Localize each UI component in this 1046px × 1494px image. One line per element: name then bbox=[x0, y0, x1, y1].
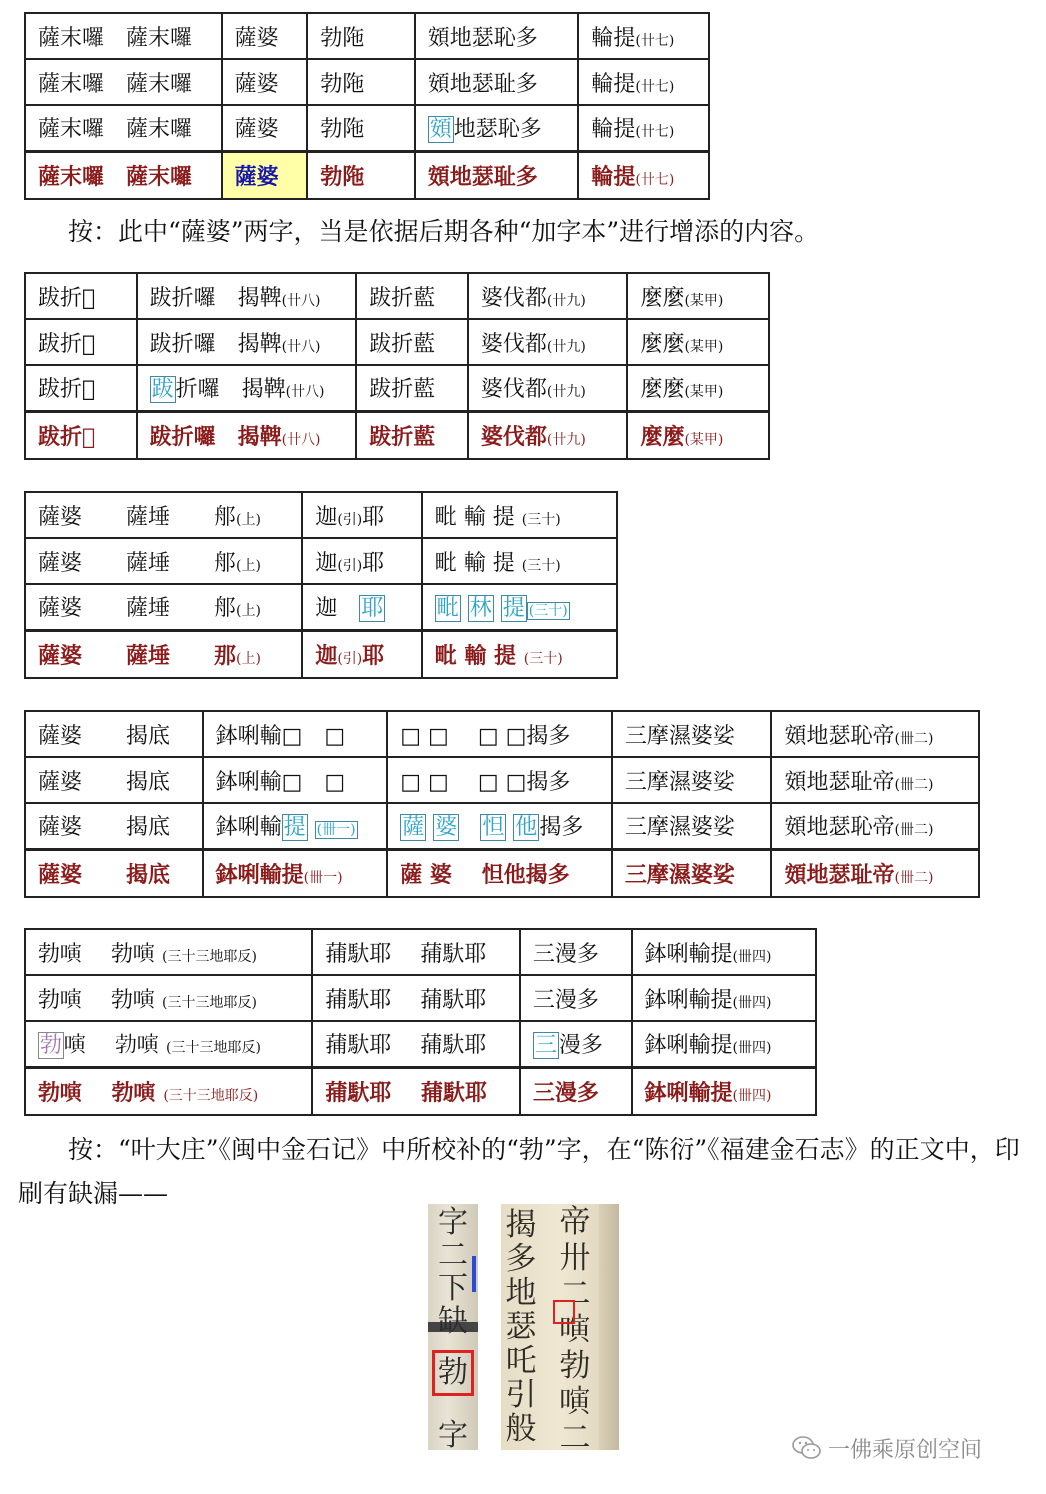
scan-char: 二 bbox=[559, 1420, 591, 1450]
table-row bbox=[25, 492, 617, 538]
cell-note: (卄七) bbox=[635, 78, 675, 95]
cell bbox=[137, 319, 357, 365]
scan-char: 字 bbox=[438, 1205, 468, 1240]
cell: 勃陁 bbox=[307, 59, 414, 105]
cell bbox=[203, 849, 388, 897]
table-3 bbox=[24, 491, 618, 679]
cell-text: 薩婆 薩埵 那 bbox=[38, 642, 237, 669]
wechat-icon bbox=[792, 1435, 822, 1461]
cell bbox=[578, 105, 709, 151]
cell-text: 婆伐都 bbox=[480, 331, 547, 357]
cell-text: 𠻤 勃𠻤 bbox=[64, 1033, 160, 1059]
table-row bbox=[25, 1067, 816, 1115]
cell bbox=[578, 151, 709, 199]
cell: 三摩濕婆娑 bbox=[612, 803, 772, 849]
scan-char: 下 bbox=[438, 1271, 468, 1306]
cell-note: (卄九) bbox=[546, 292, 586, 309]
cell-text: 輪提 bbox=[591, 25, 636, 51]
cell-text: 漫多 bbox=[558, 1033, 603, 1059]
cell-note: (卌二) bbox=[894, 776, 934, 793]
scan-char: 般 bbox=[505, 1411, 537, 1447]
cell-note: (某甲) bbox=[684, 384, 724, 401]
scan-char: 地 bbox=[505, 1275, 537, 1311]
table-row bbox=[25, 13, 709, 59]
cell: 頞地瑟恥多 bbox=[415, 13, 579, 59]
cell-text: 麼麼 bbox=[640, 331, 685, 357]
table-row bbox=[25, 365, 769, 411]
boxed-char: 他 bbox=[515, 815, 538, 841]
cell-text: 鉢唎輸 bbox=[215, 815, 282, 841]
cell: 三摩濕婆娑 bbox=[612, 757, 772, 803]
cell: 跋折𠺁 bbox=[25, 365, 137, 411]
cell-note: (引) bbox=[337, 557, 363, 574]
cell-text: 鉢唎輸提 bbox=[644, 1079, 733, 1106]
cell: 蒱馱耶 蒱馱耶 bbox=[312, 975, 520, 1021]
cell-text: 麼麼 bbox=[640, 423, 685, 450]
boxed-char: 耶 bbox=[361, 596, 384, 622]
cell bbox=[627, 411, 769, 459]
cell bbox=[302, 538, 421, 584]
cell: 三摩濕婆娑 bbox=[612, 711, 772, 757]
cell bbox=[771, 711, 979, 757]
table-row bbox=[25, 849, 979, 897]
cell-text: 薩婆 薩埵 郍 bbox=[38, 596, 237, 622]
cell-note: (卌二) bbox=[894, 822, 934, 839]
missing-char-marker bbox=[553, 1300, 575, 1324]
cell bbox=[25, 975, 312, 1021]
boxed-char: 提 bbox=[283, 815, 306, 841]
cell bbox=[468, 411, 628, 459]
note-paragraph-1: 按：此中“薩婆”两字，当是依据后期各种“加字本”进行增添的内容。 bbox=[68, 217, 820, 246]
boxed-char: 毗 bbox=[436, 596, 459, 622]
cell-note: (引) bbox=[337, 650, 363, 667]
table-row bbox=[25, 105, 709, 151]
cell-note: (上) bbox=[236, 511, 261, 528]
cell bbox=[422, 584, 617, 630]
table-row bbox=[25, 929, 816, 975]
cell bbox=[25, 630, 302, 678]
cell bbox=[468, 273, 628, 319]
table-row bbox=[25, 757, 979, 803]
cell bbox=[632, 1021, 816, 1067]
scan-image-left bbox=[428, 1204, 478, 1450]
cell: 薩 婆 怛他揭多 bbox=[387, 849, 612, 897]
cell-note: (某甲) bbox=[684, 431, 724, 448]
cell bbox=[203, 803, 388, 849]
cell: 薩末囉 薩末囉 bbox=[25, 105, 222, 151]
cell-note: (卄九) bbox=[546, 431, 586, 448]
cell: 三漫多 bbox=[520, 1067, 632, 1115]
scan-char: 二 bbox=[438, 1238, 468, 1273]
cell-note: (某甲) bbox=[684, 338, 724, 355]
cell bbox=[302, 584, 421, 630]
cell bbox=[632, 1067, 816, 1115]
table-row bbox=[25, 538, 617, 584]
cell-text: 迦 bbox=[315, 596, 338, 622]
cell-note: (卄九) bbox=[546, 384, 586, 401]
note-paragraph-2: 按：“叶大庄”《闽中金石记》中所校补的“勃”字，在“陈衍”《福建金石志》的正文中，印刷有缺漏—— bbox=[18, 1135, 1020, 1208]
cell: 頞地瑟耻多 bbox=[415, 59, 579, 105]
cell-note: (三十三地耶反) bbox=[162, 948, 257, 965]
boxed-char: 跋 bbox=[151, 377, 174, 403]
table-4 bbox=[24, 710, 980, 898]
cell-text: 婆伐都 bbox=[480, 285, 547, 311]
cell: 蒱馱耶 蒱馱耶 bbox=[312, 1067, 520, 1115]
scan-char: 二 bbox=[559, 1276, 591, 1312]
cell: 跋折藍 bbox=[356, 411, 468, 459]
cell-text: 耶 bbox=[362, 642, 385, 669]
scan-char: 帝 bbox=[559, 1204, 591, 1240]
table-1 bbox=[24, 12, 710, 200]
scan-image-right bbox=[501, 1204, 619, 1450]
cell-text: 勃𠻤 勃𠻤 bbox=[38, 1079, 156, 1106]
cell-note: (卌二) bbox=[894, 869, 934, 886]
cell: 鉢唎輸□ □ bbox=[203, 711, 388, 757]
cell bbox=[25, 584, 302, 630]
table-row bbox=[25, 59, 709, 105]
boxed-char: 怛 bbox=[482, 815, 505, 841]
table-row bbox=[25, 151, 709, 199]
cell: 薩婆 揭底 bbox=[25, 849, 203, 897]
cell-note: (卌一) bbox=[303, 869, 343, 886]
cell: 跋折𠺁 bbox=[25, 411, 137, 459]
boxed-char: 頞 bbox=[429, 117, 452, 143]
cell-text: 迦 bbox=[315, 504, 338, 530]
cell-text: 揭多 bbox=[539, 815, 584, 841]
table-row bbox=[25, 630, 617, 678]
cell-note: (卌四) bbox=[732, 1087, 772, 1104]
cell-text: 毗 輸 提 bbox=[434, 504, 515, 530]
boxed-char: 三 bbox=[534, 1033, 557, 1059]
cell-text: 鉢唎輸提 bbox=[644, 1033, 733, 1059]
cell-note: (卌二) bbox=[894, 730, 934, 747]
cell bbox=[422, 630, 617, 678]
table-5 bbox=[24, 928, 817, 1116]
cell: 薩末囉 薩末囉 bbox=[25, 151, 222, 199]
scan-char: 瑟 bbox=[505, 1309, 537, 1345]
cell-note: (卌四) bbox=[732, 1040, 772, 1057]
scan-char: 揭 bbox=[505, 1207, 537, 1243]
highlighted-cell: 薩婆 bbox=[222, 151, 308, 199]
cell-text: 輪提 bbox=[591, 71, 636, 97]
cell-note: (卄七) bbox=[635, 32, 675, 49]
cell-text: 鉢唎輸提 bbox=[215, 861, 304, 888]
cell bbox=[468, 319, 628, 365]
cell: 薩末囉 薩末囉 bbox=[25, 59, 222, 105]
cell: 三摩濕婆娑 bbox=[612, 849, 772, 897]
cell bbox=[137, 273, 357, 319]
cell-text: 鉢唎輸提 bbox=[644, 941, 733, 967]
cell-text: 勃𠻤 勃𠻤 bbox=[38, 941, 155, 967]
scan-char: 勃 bbox=[559, 1348, 591, 1384]
cell-text: 跋折囉 揭鞞 bbox=[149, 285, 282, 311]
cell: 跋折藍 bbox=[356, 273, 468, 319]
cell-text: 麼麼 bbox=[640, 285, 685, 311]
cell-text: 輪提 bbox=[591, 117, 636, 143]
cell-note: (三十三地耶反) bbox=[163, 1087, 259, 1104]
cell-text: 頞地瑟耻帝 bbox=[784, 861, 895, 888]
cell-text: 地瑟恥多 bbox=[453, 117, 542, 143]
table-2 bbox=[24, 272, 770, 460]
table-row bbox=[25, 411, 769, 459]
scan-char-highlighted: 勃 bbox=[432, 1350, 474, 1396]
cell: 勃陁 bbox=[307, 105, 414, 151]
cell-text: 頞地瑟耻帝 bbox=[784, 769, 895, 795]
cell: 薩婆 揭底 bbox=[25, 757, 203, 803]
cell-note: (三十) bbox=[523, 650, 563, 667]
cell-note: (卄九) bbox=[546, 338, 586, 355]
boxed-char: 提 bbox=[502, 596, 525, 622]
cell bbox=[627, 319, 769, 365]
cell-text: 毗 輸 提 bbox=[434, 550, 515, 576]
cell-text: 跋折囉 揭鞞 bbox=[149, 423, 282, 450]
cell-text: 鉢唎輸提 bbox=[644, 987, 733, 1013]
cell: 蒱馱耶 蒱馱耶 bbox=[312, 929, 520, 975]
cell-text: 婆伐都 bbox=[480, 423, 547, 450]
cell bbox=[627, 273, 769, 319]
table-row bbox=[25, 975, 816, 1021]
cell-text: 麼麼 bbox=[640, 377, 685, 403]
cell-note: (卄八) bbox=[281, 338, 321, 355]
cell bbox=[302, 630, 421, 678]
cell bbox=[632, 929, 816, 975]
cell-text: 勃𠻤 勃𠻤 bbox=[38, 987, 155, 1013]
cell bbox=[578, 59, 709, 105]
cell-text: 頞地瑟恥帝 bbox=[784, 815, 895, 841]
cell-text: 跋折囉 揭鞞 bbox=[149, 331, 282, 357]
cell bbox=[771, 757, 979, 803]
boxed-char: 婆 bbox=[435, 815, 458, 841]
cell: 薩末囉 薩末囉 bbox=[25, 13, 222, 59]
cell-text: 毗 輸 提 bbox=[434, 642, 517, 669]
cell: 薩婆 揭底 bbox=[25, 803, 203, 849]
table-row bbox=[25, 803, 979, 849]
cell bbox=[25, 1021, 312, 1067]
cell: □ □ □ □揭多 bbox=[387, 757, 612, 803]
cell-note: (卌四) bbox=[732, 948, 772, 965]
cell: 鉢唎輸□ □ bbox=[203, 757, 388, 803]
cell bbox=[25, 1067, 312, 1115]
cell-text: 耶 bbox=[362, 504, 385, 530]
cell bbox=[422, 492, 617, 538]
cell-note: (某甲) bbox=[684, 292, 724, 309]
cell-text: 婆伐都 bbox=[480, 377, 547, 403]
cell: 勃陁 bbox=[307, 13, 414, 59]
cell bbox=[627, 365, 769, 411]
table-row bbox=[25, 711, 979, 757]
scan-char: 字 bbox=[438, 1418, 468, 1450]
cell-text: 薩婆 薩埵 郍 bbox=[38, 504, 237, 530]
cell: □ □ □ □揭多 bbox=[387, 711, 612, 757]
cell bbox=[520, 1021, 632, 1067]
cell bbox=[771, 849, 979, 897]
table-row bbox=[25, 584, 617, 630]
boxed-char: 林 bbox=[469, 596, 492, 622]
cell-text: 耶 bbox=[362, 550, 385, 576]
cell bbox=[302, 492, 421, 538]
watermark bbox=[792, 1430, 982, 1466]
boxed-char: 勃 bbox=[40, 1033, 63, 1059]
scan-char: 缺 bbox=[438, 1304, 468, 1339]
cell-text: 薩婆 薩埵 郍 bbox=[38, 550, 237, 576]
cell-note: (卌四) bbox=[732, 994, 772, 1011]
cell-text: 輪提 bbox=[591, 163, 636, 190]
cell bbox=[422, 538, 617, 584]
cell-text: 折囉 揭鞞 bbox=[175, 377, 286, 403]
cell-note: (三十) bbox=[521, 557, 561, 574]
cell: 薩婆 揭底 bbox=[25, 711, 203, 757]
scan-char: 吒 bbox=[505, 1343, 537, 1379]
cell: 薩婆 bbox=[222, 105, 308, 151]
cell-note: (卄八) bbox=[285, 384, 325, 401]
boxed-note: (卌一) bbox=[316, 822, 356, 839]
cell-note: (卄七) bbox=[635, 124, 675, 141]
cell-note: (卄八) bbox=[281, 431, 321, 448]
cell-note: (卄八) bbox=[281, 292, 321, 309]
cell: 跋折藍 bbox=[356, 319, 468, 365]
scan-char: 卅 bbox=[559, 1240, 591, 1276]
cell-note: (三十三地耶反) bbox=[166, 1040, 261, 1057]
cell: 蒱馱耶 蒱馱耶 bbox=[312, 1021, 520, 1067]
cell: 勃陁 bbox=[307, 151, 414, 199]
cell bbox=[578, 13, 709, 59]
cell-text: 頞地瑟恥帝 bbox=[784, 723, 895, 749]
scan-char: 𠻤 bbox=[559, 1384, 591, 1420]
cell bbox=[25, 929, 312, 975]
scan-char: 多 bbox=[505, 1241, 537, 1277]
cell bbox=[25, 492, 302, 538]
table-row bbox=[25, 319, 769, 365]
scan-char: 引 bbox=[505, 1377, 537, 1413]
cell: 薩婆 bbox=[222, 59, 308, 105]
cell: 薩婆 bbox=[222, 13, 308, 59]
cell-note: (上) bbox=[236, 650, 261, 667]
boxed-char: 薩 bbox=[402, 815, 425, 841]
cell-note: (上) bbox=[236, 557, 261, 574]
cell-note: (三十三地耶反) bbox=[162, 994, 257, 1011]
cell-note: (三十) bbox=[521, 511, 561, 528]
cell bbox=[415, 105, 579, 151]
cell bbox=[468, 365, 628, 411]
cell bbox=[137, 365, 357, 411]
scan-char: 𠻤 bbox=[559, 1312, 591, 1348]
table-row bbox=[25, 1021, 816, 1067]
watermark-text: 一佛乘原创空间 bbox=[828, 1437, 983, 1463]
cell: 頞地瑟耻多 bbox=[415, 151, 579, 199]
cell: 三漫多 bbox=[520, 929, 632, 975]
cell: 跋折藍 bbox=[356, 365, 468, 411]
cell bbox=[387, 803, 612, 849]
cell bbox=[25, 538, 302, 584]
cell: 跋折𠺁 bbox=[25, 319, 137, 365]
cell-note: (上) bbox=[236, 603, 261, 620]
cell-note: (卄七) bbox=[635, 171, 675, 188]
boxed-note: (三十) bbox=[528, 603, 568, 620]
cell-note: (引) bbox=[337, 511, 363, 528]
cell bbox=[771, 803, 979, 849]
cell bbox=[137, 411, 357, 459]
table-row bbox=[25, 273, 769, 319]
cell: 三漫多 bbox=[520, 975, 632, 1021]
cell-text: 迦 bbox=[315, 550, 338, 576]
cell-text: 迦 bbox=[315, 642, 338, 669]
cell bbox=[632, 975, 816, 1021]
cell: 跋折𠺁 bbox=[25, 273, 137, 319]
